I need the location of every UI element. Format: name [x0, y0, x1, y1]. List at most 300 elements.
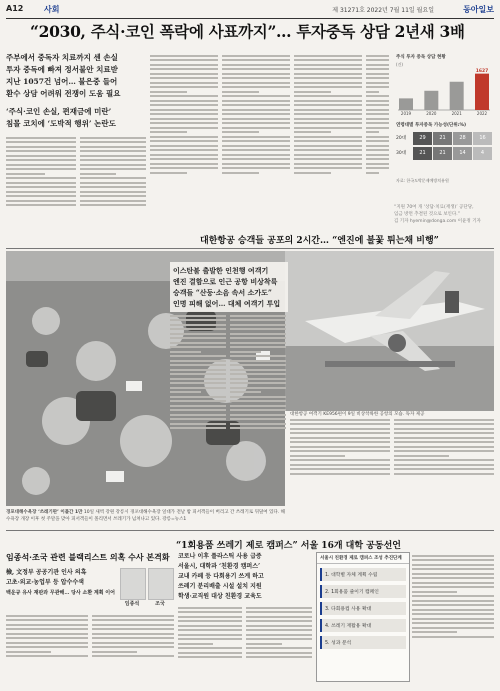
- text-line-placeholder: [222, 172, 259, 174]
- text-line-placeholder: [170, 337, 226, 339]
- text-line-placeholder: [294, 64, 362, 66]
- issue-info: 제 31271호 2022년 7월 11일 월요일: [332, 7, 434, 14]
- text-line-placeholder: [246, 629, 312, 631]
- text-line-placeholder: [6, 164, 76, 166]
- text-line-placeholder: [6, 637, 88, 639]
- text-line-placeholder: [150, 154, 218, 156]
- text-line-placeholder: [290, 459, 390, 461]
- text-line-placeholder: [294, 104, 362, 106]
- top-body-column: [366, 52, 389, 246]
- text-line-placeholder: [170, 364, 226, 366]
- text-line-placeholder: [150, 86, 218, 88]
- text-line-placeholder: [222, 100, 290, 102]
- text-line-placeholder: [150, 95, 218, 97]
- text-line-placeholder: [178, 629, 242, 631]
- text-line-placeholder: [222, 82, 290, 84]
- feature-lead-box: [170, 262, 288, 312]
- text-line-placeholder: [412, 564, 494, 566]
- text-line-placeholder: [230, 382, 286, 384]
- text-line-placeholder: [178, 634, 242, 636]
- top-lead-line: ‘주식·코인 손실, 편재금에 미란’: [6, 107, 112, 116]
- text-line-placeholder: [222, 158, 290, 160]
- text-line-placeholder: [222, 140, 290, 142]
- text-line-placeholder: [80, 191, 146, 193]
- text-line-placeholder: [294, 149, 362, 151]
- section-divider: [6, 248, 494, 249]
- top-lead-line: 주부에서 중독자 치료까지 센 손실: [6, 53, 118, 62]
- text-line-placeholder: [150, 109, 218, 111]
- text-line-placeholder: [170, 342, 226, 344]
- text-line-placeholder: [366, 154, 389, 156]
- text-line-placeholder: [290, 437, 390, 439]
- side-note-line: 임금 방면 추결된 것으로 보인다.”: [394, 212, 460, 217]
- lower-left-body-column: [6, 612, 88, 688]
- feature-headline: 대한항공 승객들 공포의 2시간… “엔진에 불꽃 튀는채 비행”: [200, 236, 439, 246]
- text-line-placeholder: [6, 137, 76, 139]
- text-line-placeholder: [412, 555, 494, 557]
- lower-mid-body-column: [246, 604, 312, 688]
- campus-steps-box: [316, 552, 410, 682]
- table-cell: 14: [453, 147, 472, 160]
- text-line-placeholder: [6, 646, 88, 648]
- table-cell: 4: [473, 147, 492, 160]
- text-line-placeholder: [178, 607, 242, 609]
- text-line-placeholder: [80, 141, 146, 143]
- text-line-placeholder: [246, 643, 282, 645]
- text-line-placeholder: [178, 638, 242, 640]
- feature-body-column: [170, 312, 226, 498]
- text-line-placeholder: [366, 163, 389, 165]
- text-line-placeholder: [412, 568, 494, 570]
- text-line-placeholder: [366, 149, 389, 151]
- text-line-placeholder: [290, 468, 390, 470]
- text-line-placeholder: [294, 172, 331, 174]
- text-line-placeholder: [230, 319, 286, 321]
- lower-left-lead-line: 檢, 文정부 공공기관 인사 의혹: [6, 569, 87, 576]
- text-line-placeholder: [366, 131, 379, 133]
- table-row-label: 20대: [396, 136, 407, 141]
- beach-photo-caption: [6, 509, 285, 523]
- text-line-placeholder: [412, 627, 494, 629]
- text-line-placeholder: [222, 154, 290, 156]
- text-line-placeholder: [230, 342, 286, 344]
- text-line-placeholder: [6, 619, 88, 621]
- text-line-placeholder: [222, 109, 290, 111]
- text-line-placeholder: [246, 625, 312, 627]
- text-line-placeholder: [80, 204, 146, 206]
- text-line-placeholder: [412, 559, 494, 561]
- text-line-placeholder: [170, 418, 226, 420]
- text-line-placeholder: [6, 651, 51, 653]
- feature-lead-line: 인명 피해 없어… 대체 여객기 투입: [173, 299, 281, 308]
- photo-texture: [285, 251, 494, 411]
- text-line-placeholder: [170, 351, 201, 353]
- text-line-placeholder: [222, 55, 290, 57]
- table-cell: 21: [433, 147, 452, 160]
- text-line-placeholder: [6, 195, 76, 197]
- caption-title: 경포대해수욕장 ‘쓰레기판’ 이틀간 1만: [6, 510, 83, 515]
- text-line-placeholder: [178, 647, 242, 649]
- text-line-placeholder: [294, 140, 362, 142]
- table-cell: 21: [433, 132, 452, 145]
- text-line-placeholder: [412, 573, 494, 575]
- text-line-placeholder: [92, 642, 174, 644]
- text-line-placeholder: [222, 86, 290, 88]
- text-line-placeholder: [6, 642, 88, 644]
- text-line-placeholder: [222, 163, 290, 165]
- text-line-placeholder: [170, 328, 226, 330]
- text-line-placeholder: [170, 360, 226, 362]
- text-line-placeholder: [394, 450, 494, 452]
- text-line-placeholder: [150, 100, 218, 102]
- text-line-placeholder: [230, 369, 286, 371]
- text-line-placeholder: [150, 77, 218, 79]
- text-line-placeholder: [366, 77, 389, 79]
- text-line-placeholder: [6, 200, 76, 202]
- text-line-placeholder: [6, 182, 76, 184]
- text-line-placeholder: [150, 172, 187, 174]
- text-line-placeholder: [80, 200, 146, 202]
- top-body-column: [222, 52, 290, 246]
- text-line-placeholder: [246, 656, 312, 658]
- chart-title: 주식 투자 중독 상담 현황: [396, 55, 446, 60]
- text-line-placeholder: [170, 355, 226, 357]
- text-line-placeholder: [294, 59, 362, 61]
- text-line-placeholder: [150, 158, 218, 160]
- text-line-placeholder: [222, 73, 290, 75]
- text-line-placeholder: [170, 409, 226, 411]
- text-line-placeholder: [80, 177, 146, 179]
- text-line-placeholder: [230, 324, 286, 326]
- text-line-placeholder: [92, 633, 174, 635]
- airplane-photo-caption: 대한항공 여객기 KE956편이 9일 비상착륙한 공항의 모습. 독자 제공: [290, 412, 425, 417]
- text-line-placeholder: [80, 159, 146, 161]
- text-line-placeholder: [294, 131, 331, 133]
- text-line-placeholder: [230, 328, 286, 330]
- bar-chart: [394, 66, 494, 116]
- chart-tick-label: 2020: [426, 111, 437, 116]
- chart-tick-label: 2021: [451, 111, 462, 116]
- text-line-placeholder: [150, 167, 218, 169]
- text-line-placeholder: [92, 628, 174, 630]
- text-line-placeholder: [170, 346, 226, 348]
- text-line-placeholder: [394, 468, 494, 470]
- text-line-placeholder: [230, 337, 286, 339]
- text-line-placeholder: [294, 118, 362, 120]
- text-line-placeholder: [6, 191, 76, 193]
- text-line-placeholder: [412, 586, 494, 588]
- text-line-placeholder: [230, 418, 286, 420]
- text-line-placeholder: [294, 158, 362, 160]
- text-line-placeholder: [394, 473, 494, 475]
- text-line-placeholder: [170, 427, 226, 429]
- text-line-placeholder: [170, 423, 226, 425]
- text-line-placeholder: [366, 68, 389, 70]
- text-line-placeholder: [222, 127, 290, 129]
- text-line-placeholder: [230, 391, 261, 393]
- text-line-placeholder: [366, 145, 389, 147]
- text-line-placeholder: [290, 419, 390, 421]
- top-lead-line: 환수 상담 어려워 전쟁이 도움 필요: [6, 89, 121, 98]
- top-lead: [6, 52, 146, 130]
- lower-mid-lead-line: 학생·교직원 대상 친환경 교육도: [178, 593, 262, 600]
- text-line-placeholder: [230, 346, 286, 348]
- airplane-photo: [285, 251, 494, 411]
- text-line-placeholder: [412, 595, 494, 597]
- text-line-placeholder: [294, 82, 362, 84]
- text-line-placeholder: [230, 396, 286, 398]
- text-line-placeholder: [6, 628, 88, 630]
- person-name-1: 임종석: [124, 601, 140, 607]
- text-line-placeholder: [246, 620, 312, 622]
- text-line-placeholder: [150, 64, 218, 66]
- text-line-placeholder: [92, 646, 174, 648]
- text-line-placeholder: [366, 140, 389, 142]
- lower-left-lead-line: 백운규 유사 재판과 무관해… 당사 소환 계획 이어: [6, 590, 115, 596]
- text-line-placeholder: [412, 613, 494, 615]
- text-line-placeholder: [394, 432, 494, 434]
- table-cell: 28: [453, 132, 472, 145]
- text-line-placeholder: [294, 136, 362, 138]
- text-line-placeholder: [394, 459, 494, 461]
- text-line-placeholder: [170, 400, 226, 402]
- text-line-placeholder: [294, 73, 362, 75]
- text-line-placeholder: [294, 127, 362, 129]
- chart-bar: [399, 98, 413, 110]
- person-photo-2: [148, 568, 174, 600]
- text-line-placeholder: [222, 167, 290, 169]
- text-line-placeholder: [150, 140, 218, 142]
- text-line-placeholder: [412, 609, 494, 611]
- text-line-placeholder: [150, 113, 218, 115]
- campus-step: 2. 1회용품 줄이기 캠페인: [320, 585, 406, 598]
- text-line-placeholder: [80, 182, 146, 184]
- table-cell: 21: [413, 147, 432, 160]
- text-line-placeholder: [230, 378, 286, 380]
- text-line-placeholder: [222, 104, 290, 106]
- campus-steps-title: 서울시 친환경 제로 캠퍼스 조성 추진단계: [317, 553, 409, 564]
- text-line-placeholder: [290, 450, 390, 452]
- text-line-placeholder: [290, 446, 390, 448]
- text-line-placeholder: [230, 423, 286, 425]
- text-line-placeholder: [294, 95, 362, 97]
- text-line-placeholder: [230, 351, 261, 353]
- text-line-placeholder: [222, 131, 259, 133]
- text-line-placeholder: [92, 624, 174, 626]
- text-line-placeholder: [6, 624, 88, 626]
- text-line-placeholder: [222, 136, 290, 138]
- campus-steps-list: [317, 568, 409, 649]
- feature-lead-line: 엔진 결함으로 인근 공항 비상착륙: [173, 277, 278, 286]
- text-line-placeholder: [412, 618, 494, 620]
- text-line-placeholder: [222, 95, 290, 97]
- text-line-placeholder: [150, 163, 218, 165]
- campus-step: 5. 성과 분석: [320, 636, 406, 649]
- top-body-column: [80, 134, 146, 246]
- text-line-placeholder: [394, 419, 494, 421]
- text-line-placeholder: [150, 68, 218, 70]
- text-line-placeholder: [178, 616, 242, 618]
- text-line-placeholder: [80, 137, 146, 139]
- table-row-label: 30대: [396, 151, 407, 156]
- text-line-placeholder: [366, 86, 389, 88]
- text-line-placeholder: [150, 82, 218, 84]
- campus-step: 3. 다회용컵 사용 확대: [320, 602, 406, 615]
- text-line-placeholder: [170, 382, 226, 384]
- text-line-placeholder: [6, 168, 76, 170]
- text-line-placeholder: [294, 68, 362, 70]
- text-line-placeholder: [178, 643, 213, 645]
- campus-step: 1. 대학별 자체 계획 수립: [320, 568, 406, 581]
- campus-step: 4. 쓰레기 재활용 확대: [320, 619, 406, 632]
- top-body-column: [150, 52, 218, 246]
- text-line-placeholder: [294, 109, 362, 111]
- text-line-placeholder: [222, 64, 290, 66]
- text-line-placeholder: [6, 186, 76, 188]
- text-line-placeholder: [246, 616, 312, 618]
- text-line-placeholder: [246, 611, 312, 613]
- text-line-placeholder: [222, 149, 290, 151]
- text-line-placeholder: [290, 423, 390, 425]
- text-line-placeholder: [150, 118, 218, 120]
- text-line-placeholder: [230, 364, 286, 366]
- text-line-placeholder: [412, 582, 494, 584]
- text-line-placeholder: [150, 127, 218, 129]
- text-line-placeholder: [6, 633, 88, 635]
- text-line-placeholder: [294, 77, 362, 79]
- text-line-placeholder: [80, 164, 146, 166]
- text-line-placeholder: [394, 455, 449, 457]
- person-name-2: 조국: [155, 601, 165, 607]
- text-line-placeholder: [230, 387, 286, 389]
- text-line-placeholder: [150, 145, 218, 147]
- text-line-placeholder: [6, 204, 76, 206]
- text-line-placeholder: [366, 122, 389, 124]
- text-line-placeholder: [170, 369, 226, 371]
- lower-left-body-column: [92, 612, 174, 688]
- text-line-placeholder: [230, 405, 286, 407]
- text-line-placeholder: [170, 378, 226, 380]
- text-line-placeholder: [6, 141, 76, 143]
- text-line-placeholder: [222, 122, 290, 124]
- text-line-placeholder: [394, 464, 494, 466]
- text-line-placeholder: [92, 637, 174, 639]
- text-line-placeholder: [246, 634, 312, 636]
- text-line-placeholder: [394, 437, 494, 439]
- chart-source: 자료: 한국도박문제예방치유원: [396, 178, 449, 183]
- chart-bar: [424, 91, 438, 110]
- text-line-placeholder: [80, 155, 146, 157]
- text-line-placeholder: [222, 59, 290, 61]
- text-line-placeholder: [92, 619, 174, 621]
- text-line-placeholder: [366, 118, 389, 120]
- text-line-placeholder: [412, 622, 494, 624]
- page-number: A12: [6, 4, 24, 13]
- text-line-placeholder: [412, 600, 494, 602]
- text-line-placeholder: [6, 159, 76, 161]
- text-line-placeholder: [246, 607, 312, 609]
- side-note-line: 김 기자 hyemin@donga.com 이윤정 기자: [394, 219, 481, 224]
- text-line-placeholder: [412, 604, 494, 606]
- chart-bar: [475, 74, 489, 110]
- top-body-column: [6, 134, 76, 246]
- top-lead-line: 지난 1057건 넘어… 불은중 들어: [6, 77, 118, 86]
- text-line-placeholder: [178, 620, 242, 622]
- chart-tick-label: 2022: [476, 111, 488, 116]
- text-line-placeholder: [230, 360, 286, 362]
- text-line-placeholder: [294, 55, 362, 57]
- text-line-placeholder: [290, 464, 390, 466]
- text-line-placeholder: [366, 73, 389, 75]
- text-line-placeholder: [170, 315, 226, 317]
- text-line-placeholder: [294, 167, 362, 169]
- text-line-placeholder: [394, 423, 494, 425]
- text-line-placeholder: [150, 59, 218, 61]
- text-line-placeholder: [150, 149, 218, 151]
- text-line-placeholder: [150, 73, 218, 75]
- text-line-placeholder: [6, 146, 76, 148]
- section-name: 사회: [44, 5, 60, 14]
- table-row: [396, 132, 492, 145]
- text-line-placeholder: [294, 122, 362, 124]
- text-line-placeholder: [222, 145, 290, 147]
- table-row: [396, 147, 492, 160]
- text-line-placeholder: [294, 145, 362, 147]
- text-line-placeholder: [80, 146, 146, 148]
- text-line-placeholder: [366, 136, 389, 138]
- text-line-placeholder: [80, 150, 146, 152]
- text-line-placeholder: [150, 55, 218, 57]
- table-cell: 29: [413, 132, 432, 145]
- banner-headline: “1회용품 쓰레기 제로 캠퍼스” 서울 16개 대학 공동선언: [176, 541, 401, 551]
- person-photo-1: [120, 568, 146, 600]
- text-line-placeholder: [170, 373, 226, 375]
- text-line-placeholder: [366, 82, 389, 84]
- text-line-placeholder: [170, 319, 226, 321]
- text-line-placeholder: [6, 615, 88, 617]
- masthead: [6, 4, 494, 19]
- feature-body-column: [230, 312, 286, 498]
- text-line-placeholder: [294, 163, 362, 165]
- text-line-placeholder: [366, 95, 389, 97]
- text-line-placeholder: [92, 651, 137, 653]
- text-line-placeholder: [150, 104, 218, 106]
- text-line-placeholder: [294, 113, 362, 115]
- text-line-placeholder: [6, 655, 88, 657]
- top-headline: “2030, 주식·코인 폭락에 사표까지”… 투자중독 상담 2년새 3배: [30, 22, 465, 41]
- text-line-placeholder: [170, 333, 226, 335]
- text-line-placeholder: [412, 577, 494, 579]
- chart-data-label: 1627: [475, 69, 489, 75]
- text-line-placeholder: [294, 91, 331, 93]
- lower-mid-body-column: [178, 604, 242, 688]
- text-line-placeholder: [246, 647, 312, 649]
- lower-mid-lead-line: 서울시, 대학과 ‘친환경 캠퍼스’: [178, 563, 261, 570]
- chart-panel: [394, 52, 494, 202]
- text-line-placeholder: [170, 324, 226, 326]
- text-line-placeholder: [170, 387, 226, 389]
- text-line-placeholder: [290, 455, 345, 457]
- section-divider: [6, 530, 494, 531]
- text-line-placeholder: [246, 652, 312, 654]
- table-title: 연령대별 투자중독 가능성(단위:%): [396, 123, 467, 128]
- text-line-placeholder: [6, 177, 76, 179]
- text-line-placeholder: [366, 91, 379, 93]
- text-line-placeholder: [6, 173, 45, 175]
- text-line-placeholder: [230, 355, 286, 357]
- text-line-placeholder: [80, 186, 146, 188]
- text-line-placeholder: [230, 427, 286, 429]
